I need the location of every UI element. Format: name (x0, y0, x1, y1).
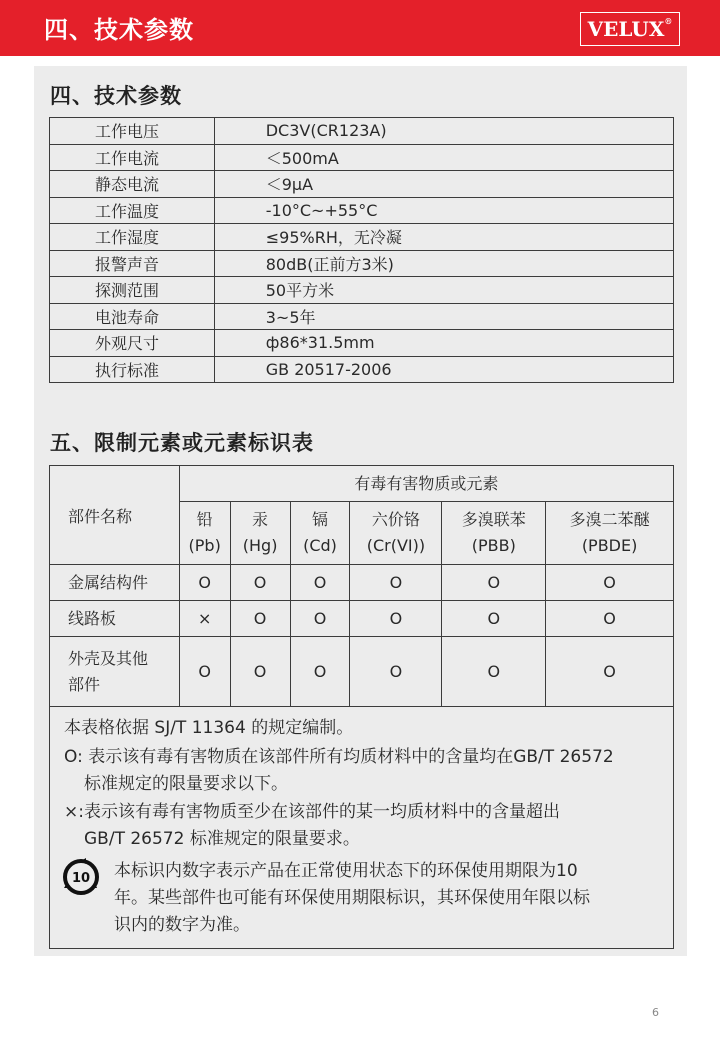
substance-symbol: (PBDE) (581, 536, 638, 555)
registered-mark: ® (664, 16, 673, 26)
substance-name: 镉 (312, 510, 329, 529)
substance-flag: O (230, 637, 290, 707)
note-x-line2: GB/T 26572 标准规定的限量要求。 (84, 829, 360, 849)
part-name-line2: 部件 (68, 674, 101, 694)
param-name: 外观尺寸 (50, 330, 215, 357)
substance-flag: O (230, 601, 290, 637)
param-value: GB 20517-2006 (214, 356, 673, 383)
param-name: 执行标准 (50, 356, 215, 383)
substance-name: 汞 (252, 510, 269, 529)
note-o-line2: 标准规定的限量要求以下。 (84, 774, 288, 794)
table-row (50, 601, 674, 637)
restricted-substances-table (49, 465, 674, 707)
substance-flag: O (350, 601, 442, 637)
substance-name: 多溴二苯醚 (569, 510, 650, 529)
table-row (50, 330, 674, 357)
param-name: 报警声音 (50, 250, 215, 277)
note-epup-line2: 年。某些部件也可能有环保使用期限标识，其环保使用年限以标 (114, 888, 590, 908)
table-row (50, 197, 674, 224)
notes-box (49, 706, 674, 949)
velux-logo (580, 12, 680, 46)
part-name-line1: 外壳及其他 (68, 648, 149, 668)
note-standard: 本表格依据 SJ/T 11364 的规定编制。 (64, 718, 354, 738)
header-title: 四、技术参数 (44, 16, 194, 44)
substance-column-header (290, 502, 350, 565)
param-value: ＜500mA (214, 144, 673, 171)
param-value: ф86*31.5mm (214, 330, 673, 357)
table-row (50, 356, 674, 383)
param-value: 50平方米 (214, 277, 673, 304)
substance-flag: O (350, 637, 442, 707)
epup-number: 10 (71, 871, 91, 886)
table-row (50, 250, 674, 277)
param-name: 电池寿命 (50, 303, 215, 330)
table-row (50, 277, 674, 304)
table-row (50, 303, 674, 330)
param-value: -10°C~+55°C (214, 197, 673, 224)
substance-flag: O (442, 601, 546, 637)
substance-flag: O (442, 637, 546, 707)
substance-flag: O (290, 565, 350, 601)
tech-params-table (49, 117, 674, 383)
substance-column-header (546, 502, 674, 565)
param-name: 工作湿度 (50, 224, 215, 251)
param-name: 工作电压 (50, 118, 215, 145)
substance-flag: O (290, 637, 350, 707)
substance-flag: O (546, 601, 674, 637)
part-name-cell: 线路板 (50, 601, 180, 637)
substance-flag: O (179, 637, 230, 707)
note-epup-line1: 本标识内数字表示产品在正常使用状态下的环保使用期限为10 (114, 861, 578, 881)
substance-symbol: (Cr(VI)) (366, 536, 426, 555)
substance-column-header (350, 502, 442, 565)
page-header (0, 0, 720, 56)
logo-text: VELUX (587, 17, 665, 41)
epup-recycle-icon (62, 858, 100, 896)
substance-flag: × (179, 601, 230, 637)
substance-flag: O (179, 565, 230, 601)
table-row (50, 224, 674, 251)
section-title-tech-params: 四、技术参数 (50, 84, 182, 108)
param-value: ≤95%RH，无冷凝 (214, 224, 673, 251)
substance-name: 多溴联苯 (461, 510, 526, 529)
note-x-line1: ×:表示该有毒有害物质至少在该部件的某一均质材料中的含量超出 (64, 802, 560, 822)
substance-flag: O (230, 565, 290, 601)
substance-flag: O (290, 601, 350, 637)
substance-column-header (230, 502, 290, 565)
table-row (50, 637, 674, 707)
substance-flag: O (546, 637, 674, 707)
substance-symbol: (Pb) (188, 536, 221, 555)
substance-flag: O (442, 565, 546, 601)
note-o-line1: O: 表示该有毒有害物质在该部件所有均质材料中的含量均在GB/T 26572 (64, 747, 614, 767)
param-name: 工作温度 (50, 197, 215, 224)
part-name-cell: 金属结构件 (50, 565, 180, 601)
substance-column-header (442, 502, 546, 565)
substance-flag: O (350, 565, 442, 601)
note-epup-line3: 识内的数字为准。 (114, 915, 250, 935)
param-value: ＜9μA (214, 171, 673, 198)
substances-group-header: 有毒有害物质或元素 (179, 466, 673, 502)
param-name: 探测范围 (50, 277, 215, 304)
section-title-restricted-substances: 五、限制元素或元素标识表 (50, 431, 314, 455)
param-value: 80dB(正前方3米) (214, 250, 673, 277)
table-row (50, 118, 674, 145)
substance-symbol: (PBB) (471, 536, 516, 555)
param-value: 3~5年 (214, 303, 673, 330)
param-name: 静态电流 (50, 171, 215, 198)
substance-column-header (179, 502, 230, 565)
substance-name: 铅 (196, 510, 213, 529)
substance-name: 六价铬 (371, 510, 420, 529)
substance-symbol: (Cd) (303, 536, 337, 555)
part-name-header: 部件名称 (50, 466, 180, 565)
table-row (50, 171, 674, 198)
param-name: 工作电流 (50, 144, 215, 171)
substance-symbol: (Hg) (242, 536, 278, 555)
table-row (50, 565, 674, 601)
table-row (50, 144, 674, 171)
page-number: 6 (652, 1006, 659, 1019)
substance-flag: O (546, 565, 674, 601)
param-value: DC3V(CR123A) (214, 118, 673, 145)
part-name-cell (50, 637, 180, 707)
